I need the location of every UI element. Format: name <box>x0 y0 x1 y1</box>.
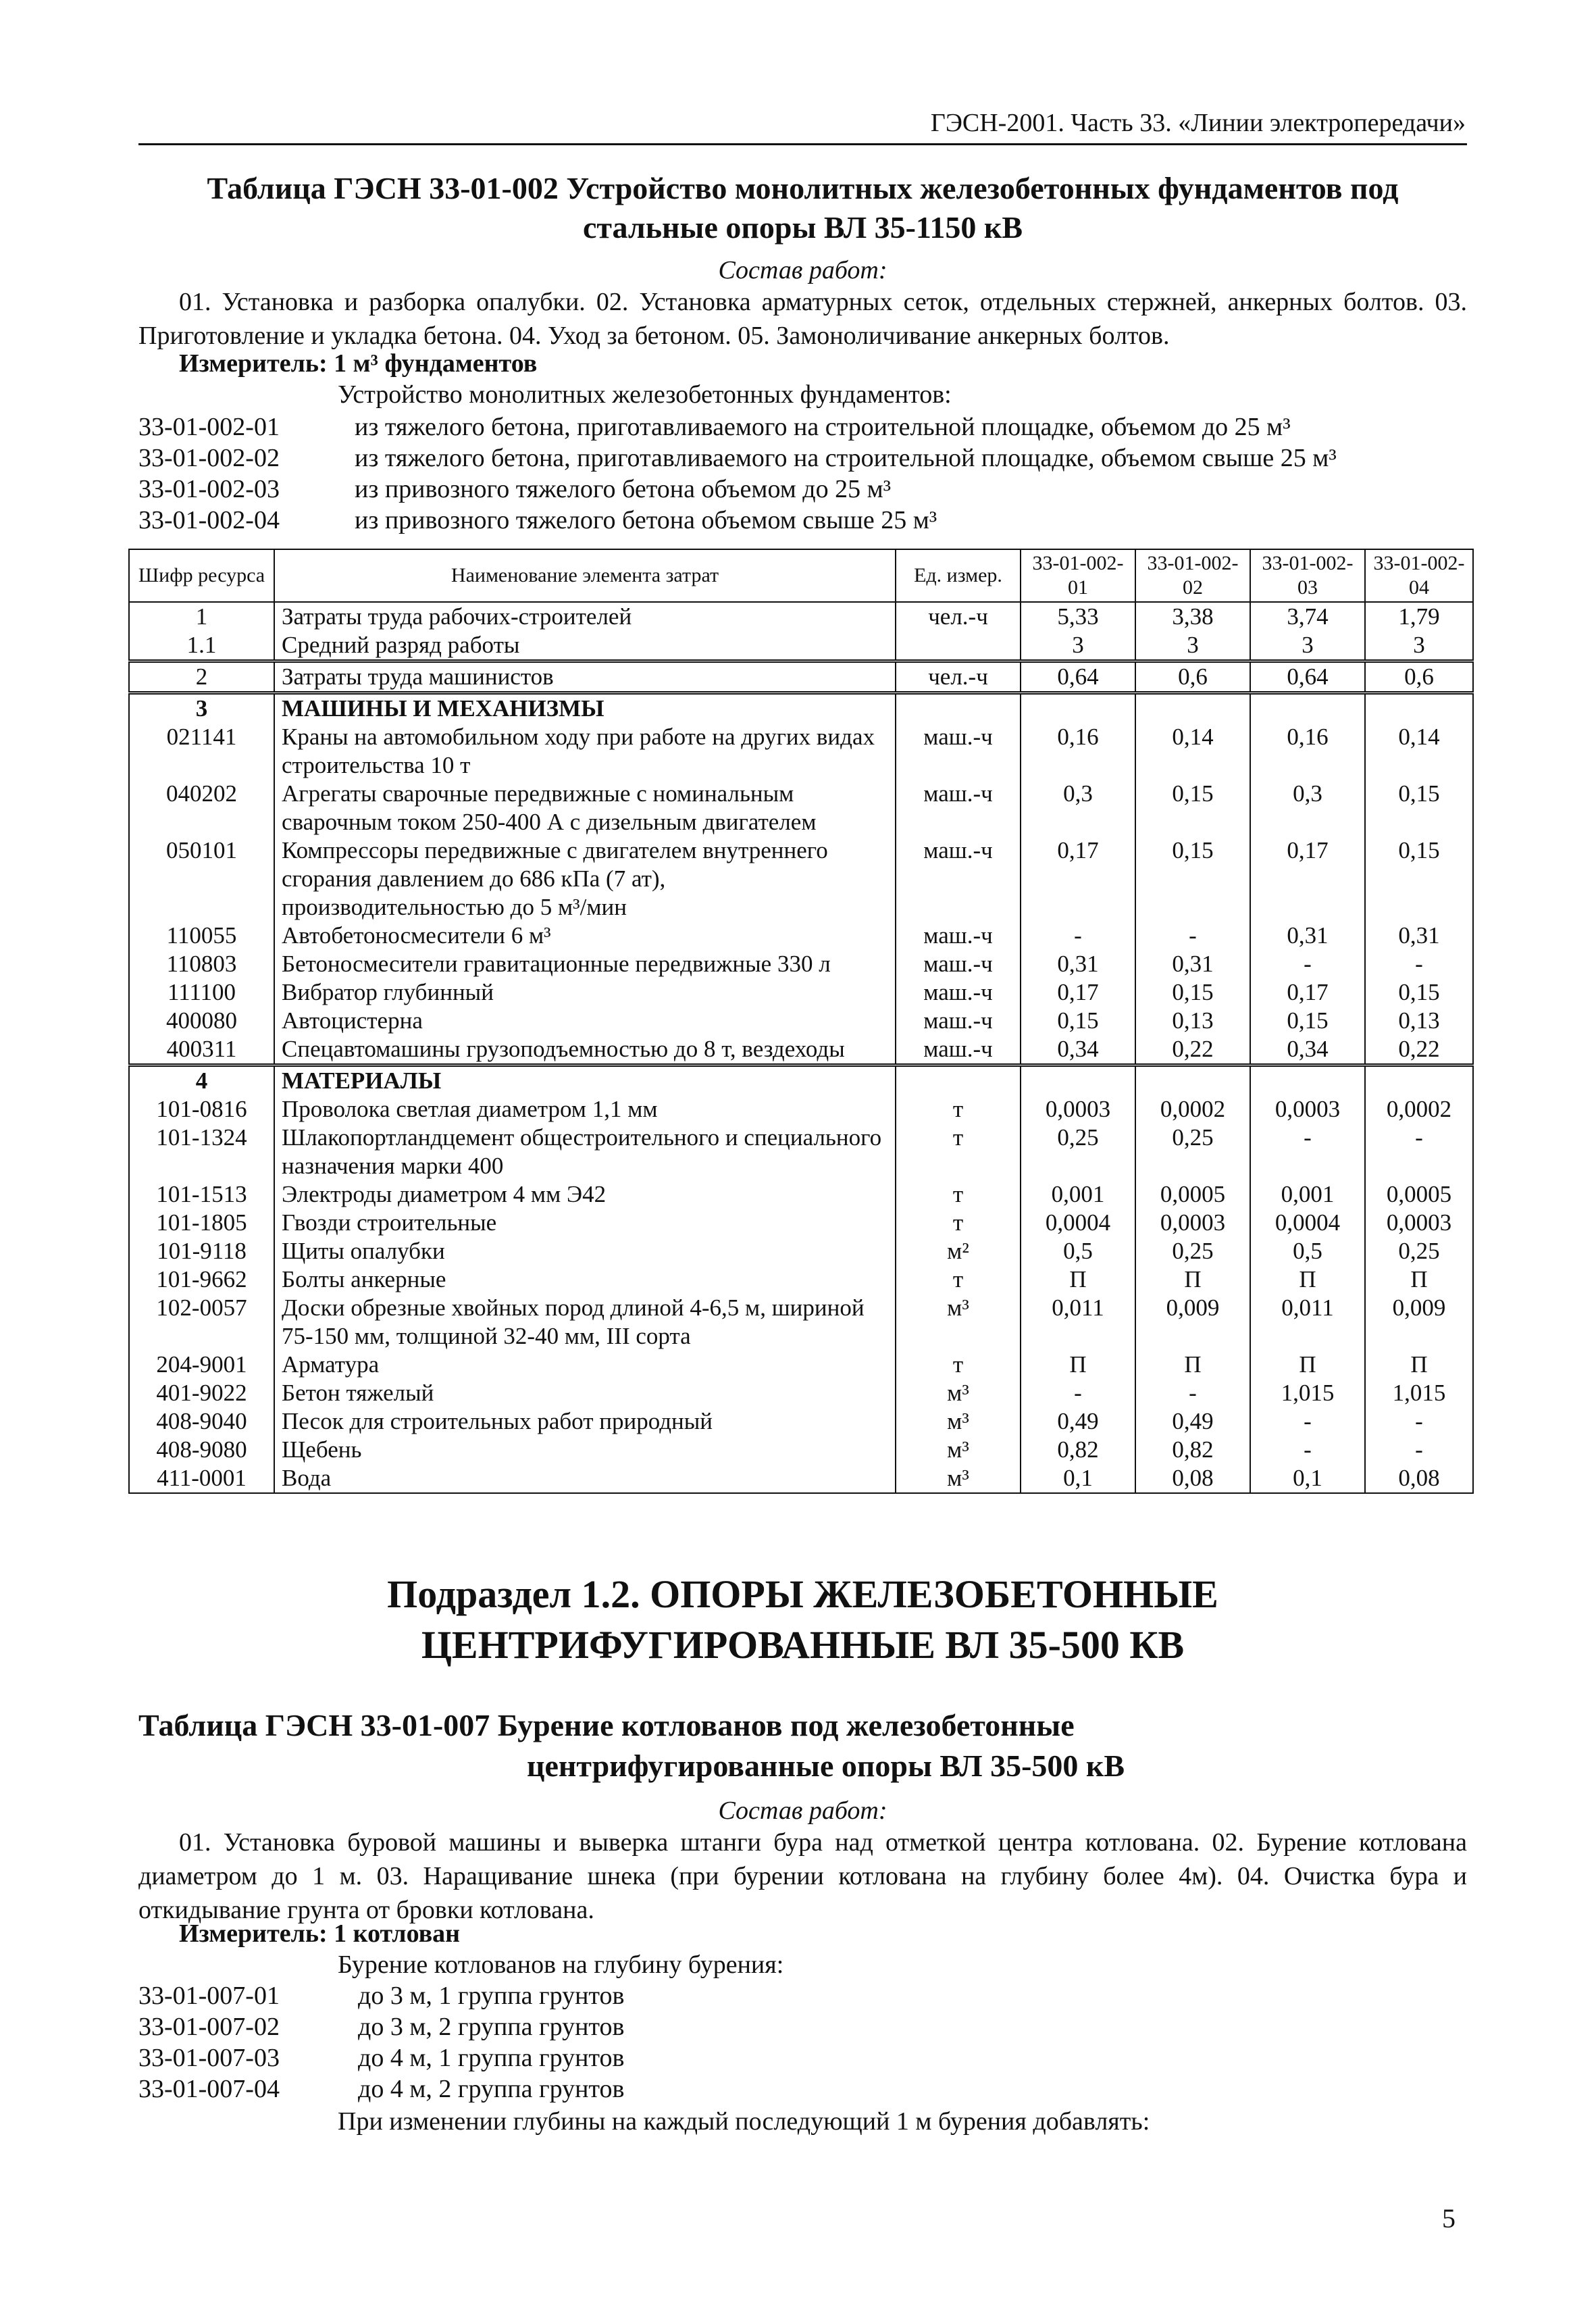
value-cell: 0,15 <box>1365 978 1473 1007</box>
value-cell: 0,15 <box>1021 1007 1135 1035</box>
table-007-intro: Бурение котлованов на глубину бурения: <box>338 1951 784 1979</box>
name-cell: МАШИНЫ И МЕХАНИЗМЫ <box>274 693 896 724</box>
header-rule <box>138 143 1467 145</box>
value-cell: 5,33 <box>1021 602 1135 631</box>
table-row <box>129 1124 1473 1180</box>
table-row <box>129 661 1473 693</box>
value-cell: - <box>1365 950 1473 978</box>
value-cell: 0,011 <box>1021 1294 1135 1351</box>
value-cell: П <box>1365 1265 1473 1294</box>
name-cell: Автобетоносмесители 6 м³ <box>274 922 896 950</box>
value-cell <box>1365 693 1473 724</box>
value-cell: 1,79 <box>1365 602 1473 631</box>
value-cell: 0,49 <box>1135 1407 1250 1436</box>
value-cell: 0,16 <box>1021 723 1135 780</box>
value-cell: 0,14 <box>1365 723 1473 780</box>
page-number: 5 <box>1442 2203 1456 2234</box>
value-cell: 0,25 <box>1021 1124 1135 1180</box>
code-cell: 411-0001 <box>129 1464 274 1493</box>
code-cell: 204-9001 <box>129 1351 274 1379</box>
value-cell: 0,31 <box>1021 950 1135 978</box>
table-row <box>129 1180 1473 1209</box>
code-description: из тяжелого бетона, приготавливаемого на строительной площадке, объемом свыше 25 м³ <box>355 444 1337 472</box>
table-002-title-line1: Таблица ГЭСН 33-01-002 Устройство монолитных железобетонных фундаментов под <box>207 171 1399 205</box>
code-cell: 110803 <box>129 950 274 978</box>
table-row <box>129 1095 1473 1124</box>
value-cell <box>1135 693 1250 724</box>
header-col-1: 33-01-002-01 <box>1021 549 1135 602</box>
value-cell: 0,009 <box>1135 1294 1250 1351</box>
value-cell: - <box>1365 1124 1473 1180</box>
table-row <box>129 1237 1473 1265</box>
table-row <box>129 1351 1473 1379</box>
value-cell: 0,31 <box>1365 922 1473 950</box>
table-row <box>129 1209 1473 1237</box>
value-cell: 0,31 <box>1250 922 1365 950</box>
value-cell: 0,64 <box>1250 661 1365 693</box>
code: 33-01-002-01 <box>138 413 280 441</box>
value-cell: 0,0005 <box>1365 1180 1473 1209</box>
code-cell: 111100 <box>129 978 274 1007</box>
name-cell: Щиты опалубки <box>274 1237 896 1265</box>
table-row <box>129 780 1473 836</box>
table-002-code-line <box>138 443 1462 474</box>
code-cell: 101-1324 <box>129 1124 274 1180</box>
value-cell: 0,0002 <box>1135 1095 1250 1124</box>
code-cell: 101-1805 <box>129 1209 274 1237</box>
table-007-code-line <box>138 1981 1462 2012</box>
table-row <box>129 1407 1473 1436</box>
value-cell: - <box>1135 922 1250 950</box>
table-002-code-line <box>138 505 1462 536</box>
name-cell: Компрессоры передвижные с двигателем внутреннего сгорания давлением до 686 кПа (7 ат), производительностью до 5 м³/мин <box>274 836 896 922</box>
value-cell: - <box>1250 1124 1365 1180</box>
value-cell: - <box>1135 1379 1250 1407</box>
table-row <box>129 693 1473 724</box>
value-cell: 0,13 <box>1135 1007 1250 1035</box>
unit-cell: м² <box>896 1237 1021 1265</box>
value-cell: 0,0003 <box>1021 1095 1135 1124</box>
name-cell: Агрегаты сварочные передвижные с номинальным сварочным током 250-400 А с дизельным двигателем <box>274 780 896 836</box>
value-cell: - <box>1250 950 1365 978</box>
value-cell: 0,08 <box>1135 1464 1250 1493</box>
table-row <box>129 1007 1473 1035</box>
table-header-row <box>129 549 1473 602</box>
value-cell <box>1250 1065 1365 1096</box>
code-description: до 3 м, 1 группа грунтов <box>358 1982 625 2010</box>
value-cell: 0,3 <box>1250 780 1365 836</box>
name-cell: Затраты труда рабочих-строителей <box>274 602 896 631</box>
name-cell: Затраты труда машинистов <box>274 661 896 693</box>
value-cell: 3 <box>1250 631 1365 661</box>
header-name: Наименование элемента затрат <box>274 549 896 602</box>
value-cell <box>1021 1065 1135 1096</box>
value-cell: 3 <box>1021 631 1135 661</box>
table-row <box>129 1035 1473 1065</box>
value-cell: 0,001 <box>1021 1180 1135 1209</box>
name-cell: Бетоносмесители гравитационные передвижные 330 л <box>274 950 896 978</box>
value-cell <box>1021 693 1135 724</box>
value-cell: 3 <box>1135 631 1250 661</box>
code-cell: 101-1513 <box>129 1180 274 1209</box>
table-007-work-heading: Состав работ: <box>718 1796 887 1825</box>
table-row <box>129 836 1473 922</box>
value-cell: П <box>1365 1351 1473 1379</box>
table-007-title-line1: Таблица ГЭСН 33-01-007 Бурение котлованов под железобетонные <box>138 1708 1075 1742</box>
table-007-code-line <box>138 2012 1462 2043</box>
value-cell: 0,0003 <box>1135 1209 1250 1237</box>
name-cell: Болты анкерные <box>274 1265 896 1294</box>
name-cell: Доски обрезные хвойных пород длиной 4-6,5 м, шириной 75-150 мм, толщиной 32-40 мм, III сорта <box>274 1294 896 1351</box>
unit-cell: чел.-ч <box>896 602 1021 631</box>
code-description: из привозного тяжелого бетона объемом до 25 м³ <box>355 475 892 503</box>
name-cell: Вода <box>274 1464 896 1493</box>
code-cell: 021141 <box>129 723 274 780</box>
value-cell: 0,15 <box>1365 780 1473 836</box>
table-002-code-line <box>138 412 1462 443</box>
table-row <box>129 1379 1473 1407</box>
code-description: из привозного тяжелого бетона объемом свыше 25 м³ <box>355 506 937 534</box>
unit-cell <box>896 1065 1021 1096</box>
table-row <box>129 723 1473 780</box>
value-cell: 0,17 <box>1250 978 1365 1007</box>
unit-cell: т <box>896 1209 1021 1237</box>
value-cell <box>1250 693 1365 724</box>
code-cell: 101-9118 <box>129 1237 274 1265</box>
value-cell: 0,22 <box>1365 1035 1473 1065</box>
table-row <box>129 922 1473 950</box>
value-cell: 0,82 <box>1021 1436 1135 1464</box>
name-cell: Песок для строительных работ природный <box>274 1407 896 1436</box>
value-cell <box>1365 1065 1473 1096</box>
value-cell: 0,15 <box>1365 836 1473 922</box>
value-cell: 0,08 <box>1365 1464 1473 1493</box>
value-cell: 0,1 <box>1021 1464 1135 1493</box>
value-cell: 0,13 <box>1365 1007 1473 1035</box>
value-cell: П <box>1135 1351 1250 1379</box>
value-cell: 0,5 <box>1250 1237 1365 1265</box>
name-cell: МАТЕРИАЛЫ <box>274 1065 896 1096</box>
code: 33-01-002-02 <box>138 444 280 472</box>
value-cell: 0,3 <box>1021 780 1135 836</box>
value-cell: 3 <box>1365 631 1473 661</box>
code-cell: 2 <box>129 661 274 693</box>
code-cell: 102-0057 <box>129 1294 274 1351</box>
value-cell: 3,74 <box>1250 602 1365 631</box>
unit-cell: маш.-ч <box>896 978 1021 1007</box>
name-cell: Арматура <box>274 1351 896 1379</box>
name-cell: Шлакопортландцемент общестроительного и специального назначения марки 400 <box>274 1124 896 1180</box>
value-cell: П <box>1250 1265 1365 1294</box>
unit-cell <box>896 693 1021 724</box>
value-cell: 0,6 <box>1135 661 1250 693</box>
value-cell: 0,15 <box>1135 780 1250 836</box>
value-cell: 1,015 <box>1250 1379 1365 1407</box>
value-cell: - <box>1021 922 1135 950</box>
code-cell: 050101 <box>129 836 274 922</box>
value-cell <box>1135 1065 1250 1096</box>
header-col-3: 33-01-002-03 <box>1250 549 1365 602</box>
code-description: до 4 м, 1 группа грунтов <box>358 2044 625 2072</box>
code-description: до 4 м, 2 группа грунтов <box>358 2075 625 2103</box>
table-007-measure: Измеритель: 1 котлован <box>179 1919 461 1948</box>
table-002-intro: Устройство монолитных железобетонных фундаментов: <box>338 380 952 409</box>
unit-cell: маш.-ч <box>896 1035 1021 1065</box>
table-002-work-text <box>138 285 1467 353</box>
resource-table <box>128 549 1474 1494</box>
value-cell: 0,001 <box>1250 1180 1365 1209</box>
value-cell: 0,34 <box>1250 1035 1365 1065</box>
value-cell: 0,34 <box>1021 1035 1135 1065</box>
value-cell: 0,15 <box>1135 978 1250 1007</box>
value-cell: 0,82 <box>1135 1436 1250 1464</box>
value-cell: 0,25 <box>1135 1237 1250 1265</box>
header-unit: Ед. измер. <box>896 549 1021 602</box>
unit-cell: маш.-ч <box>896 1007 1021 1035</box>
unit-cell: м³ <box>896 1464 1021 1493</box>
header-code: Шифр ресурса <box>129 549 274 602</box>
table-002-title-line2: стальные опоры ВЛ 35-1150 кВ <box>582 210 1023 245</box>
value-cell: 0,15 <box>1250 1007 1365 1035</box>
unit-cell: м³ <box>896 1407 1021 1436</box>
unit-cell: м³ <box>896 1379 1021 1407</box>
code-cell: 4 <box>129 1065 274 1096</box>
value-cell: - <box>1250 1436 1365 1464</box>
unit-cell: т <box>896 1095 1021 1124</box>
value-cell: 0,15 <box>1135 836 1250 922</box>
table-007-code-line <box>138 2043 1462 2074</box>
value-cell: 0,14 <box>1135 723 1250 780</box>
unit-cell: м³ <box>896 1294 1021 1351</box>
section-heading-line1: Подраздел 1.2. ОПОРЫ ЖЕЛЕЗОБЕТОННЫЕ <box>387 1572 1218 1616</box>
name-cell: Спецавтомашины грузоподъемностью до 8 т, вездеходы <box>274 1035 896 1065</box>
code: 33-01-007-01 <box>138 1982 280 2010</box>
unit-cell: т <box>896 1124 1021 1180</box>
table-row <box>129 602 1473 631</box>
unit-cell: м³ <box>896 1436 1021 1464</box>
value-cell: 1,015 <box>1365 1379 1473 1407</box>
name-cell: Щебень <box>274 1436 896 1464</box>
table-row <box>129 1265 1473 1294</box>
table-002-code-line <box>138 474 1462 505</box>
table-row <box>129 1065 1473 1096</box>
table-row <box>129 950 1473 978</box>
code-description: из тяжелого бетона, приготавливаемого на строительной площадке, объемом до 25 м³ <box>355 413 1291 441</box>
name-cell: Бетон тяжелый <box>274 1379 896 1407</box>
name-cell: Средний разряд работы <box>274 631 896 661</box>
value-cell: 0,1 <box>1250 1464 1365 1493</box>
value-cell: П <box>1021 1351 1135 1379</box>
value-cell: 0,31 <box>1135 950 1250 978</box>
table-row <box>129 631 1473 661</box>
unit-cell: чел.-ч <box>896 661 1021 693</box>
code: 33-01-002-04 <box>138 506 280 534</box>
unit-cell <box>896 631 1021 661</box>
table-002-work-heading: Состав работ: <box>718 256 887 284</box>
code-cell: 400080 <box>129 1007 274 1035</box>
value-cell: 0,0002 <box>1365 1095 1473 1124</box>
code: 33-01-007-02 <box>138 2013 280 2041</box>
value-cell: 0,17 <box>1021 978 1135 1007</box>
value-cell: 3,38 <box>1135 602 1250 631</box>
table-row <box>129 1464 1473 1493</box>
code: 33-01-007-03 <box>138 2044 280 2072</box>
table-body <box>129 602 1473 1493</box>
name-cell: Гвозди строительные <box>274 1209 896 1237</box>
name-cell: Краны на автомобильном ходу при работе на других видах строительства 10 т <box>274 723 896 780</box>
running-header: ГЭСН-2001. Часть 33. «Линии электропередачи» <box>930 109 1466 137</box>
value-cell: П <box>1135 1265 1250 1294</box>
value-cell: 0,0004 <box>1250 1209 1365 1237</box>
code-cell: 110055 <box>129 922 274 950</box>
code-cell: 040202 <box>129 780 274 836</box>
value-cell: 0,0004 <box>1021 1209 1135 1237</box>
value-cell: 0,5 <box>1021 1237 1135 1265</box>
header-col-2: 33-01-002-02 <box>1135 549 1250 602</box>
value-cell: 0,6 <box>1365 661 1473 693</box>
value-cell: - <box>1365 1407 1473 1436</box>
table-row <box>129 1436 1473 1464</box>
code-cell: 401-9022 <box>129 1379 274 1407</box>
code-cell: 1.1 <box>129 631 274 661</box>
unit-cell: маш.-ч <box>896 780 1021 836</box>
value-cell: 0,0003 <box>1250 1095 1365 1124</box>
value-cell: 0,22 <box>1135 1035 1250 1065</box>
value-cell: 0,011 <box>1250 1294 1365 1351</box>
unit-cell: т <box>896 1351 1021 1379</box>
section-heading-line2: ЦЕНТРИФУГИРОВАННЫЕ ВЛ 35-500 КВ <box>421 1623 1185 1667</box>
table-002-measure: Измеритель: 1 м³ фундаментов <box>179 349 538 378</box>
value-cell: П <box>1021 1265 1135 1294</box>
value-cell: 0,0003 <box>1365 1209 1473 1237</box>
table-007-work-text <box>138 1826 1467 1927</box>
value-cell: 0,16 <box>1250 723 1365 780</box>
table-007-footer-note: При изменении глубины на каждый последующий 1 м бурения добавлять: <box>338 2107 1150 2136</box>
table-007-code-line <box>138 2074 1462 2105</box>
unit-cell: маш.-ч <box>896 836 1021 922</box>
code-cell: 1 <box>129 602 274 631</box>
table-007-title-line2: центрифугированные опоры ВЛ 35-500 кВ <box>527 1749 1125 1783</box>
value-cell: 0,64 <box>1021 661 1135 693</box>
name-cell: Проволока светлая диаметром 1,1 мм <box>274 1095 896 1124</box>
name-cell: Вибратор глубинный <box>274 978 896 1007</box>
value-cell: 0,17 <box>1021 836 1135 922</box>
table-007-work-text-content: 01. Установка буровой машины и выверка штанги бура над отметкой центра котлована. 02. Бурение котлована диаметром до 1 м. 03. Наращивание шнека (при бурении котлована на глубину более 4м). 04. Очистка бура и откидывание грунта от бровки котлована. <box>138 1828 1467 1924</box>
value-cell: П <box>1250 1351 1365 1379</box>
unit-cell: маш.-ч <box>896 922 1021 950</box>
value-cell: 0,49 <box>1021 1407 1135 1436</box>
value-cell: - <box>1250 1407 1365 1436</box>
value-cell: 0,25 <box>1365 1237 1473 1265</box>
code: 33-01-007-04 <box>138 2075 280 2103</box>
value-cell: 0,25 <box>1135 1124 1250 1180</box>
code-cell: 101-9662 <box>129 1265 274 1294</box>
code-description: до 3 м, 2 группа грунтов <box>358 2013 625 2041</box>
code-cell: 101-0816 <box>129 1095 274 1124</box>
unit-cell: т <box>896 1180 1021 1209</box>
value-cell: - <box>1365 1436 1473 1464</box>
table-row <box>129 1294 1473 1351</box>
name-cell: Автоцистерна <box>274 1007 896 1035</box>
table-row <box>129 978 1473 1007</box>
code-cell: 408-9040 <box>129 1407 274 1436</box>
value-cell: 0,17 <box>1250 836 1365 922</box>
name-cell: Электроды диаметром 4 мм Э42 <box>274 1180 896 1209</box>
unit-cell: т <box>896 1265 1021 1294</box>
unit-cell: маш.-ч <box>896 723 1021 780</box>
code-cell: 408-9080 <box>129 1436 274 1464</box>
code-cell: 3 <box>129 693 274 724</box>
value-cell: 0,0005 <box>1135 1180 1250 1209</box>
code: 33-01-002-03 <box>138 475 280 503</box>
table-002-work-text-content: 01. Установка и разборка опалубки. 02. Установка арматурных сеток, отдельных стержней, анкерных болтов. 03. Приготовление и укладка бетона. 04. Уход за бетоном. 05. Замоноличивание анкерных болтов. <box>138 288 1467 350</box>
value-cell: - <box>1021 1379 1135 1407</box>
code-cell: 400311 <box>129 1035 274 1065</box>
value-cell: 0,009 <box>1365 1294 1473 1351</box>
unit-cell: маш.-ч <box>896 950 1021 978</box>
header-col-4: 33-01-002-04 <box>1365 549 1473 602</box>
